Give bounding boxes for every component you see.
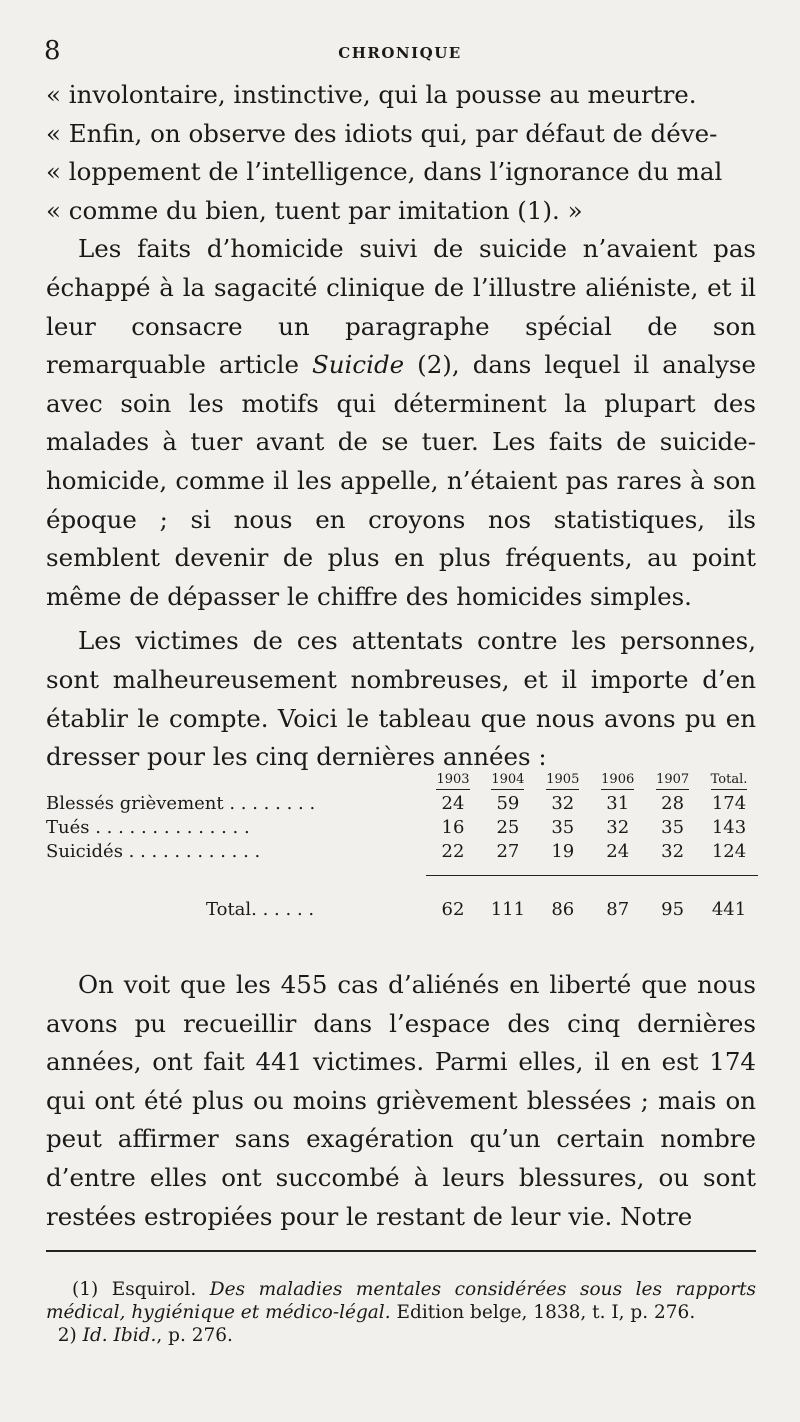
- column-header: 1906: [590, 771, 645, 791]
- table-cell: 174: [711, 792, 747, 814]
- table-row: [46, 815, 758, 839]
- table-cell: 59: [496, 792, 520, 814]
- table-cell: 32: [551, 792, 575, 814]
- column-header: 1903: [426, 771, 481, 791]
- quote-line: « Enfin, on observe des idiots qui, par défaut de déve-: [46, 118, 718, 148]
- article-title: Suicide: [311, 350, 405, 380]
- total-label: Total. . . . . .: [206, 899, 315, 920]
- paragraph-text: Les faits d’homicide suivi de suicide n’avaient pas échappé à la sagacité clinique de l’illustre aliéniste, et il leur consacre un paragraphe spécial de son remarquable article: [46, 234, 756, 380]
- table-cell: 35: [551, 816, 575, 838]
- page-number: 8: [44, 36, 61, 66]
- cited-title: Des maladies mentales considérées sous les rapports médical, hygiénique et médico-légal.: [46, 1279, 756, 1323]
- column-header: 1905: [535, 771, 590, 791]
- conclusion-text: [46, 966, 756, 1236]
- column-header: Total.: [700, 771, 758, 791]
- footnote-text: (1) Esquirol.: [72, 1279, 210, 1300]
- paragraph-text: (2), dans lequel il analyse avec soin les motifs qui déterminent la plupart des malades à tuer avant de se tuer. Les faits de suicide-homicide, comme il les appelle, n’étaient pas rares à son époque ; si nous en croyons nos statistiques, ils semblent devenir de plus en plus fréquents, au point même de dépasser le chiffre des homicides simples.: [46, 350, 756, 611]
- main-text: [46, 76, 756, 777]
- table-row: [46, 791, 758, 815]
- table-total-row: [46, 876, 758, 921]
- quote-line: « involontaire, instinctive, qui la pousse au meurtre.: [46, 80, 697, 109]
- row-label: Blessés grièvement . . . . . . . .: [46, 792, 316, 814]
- row-label: Suicidés . . . . . . . . . . . .: [46, 840, 261, 862]
- total-cell: 441: [711, 899, 747, 920]
- total-cell: 95: [661, 899, 685, 920]
- table-cell: 35: [661, 816, 685, 838]
- victims-table: [46, 771, 758, 920]
- table-cell: 27: [496, 840, 520, 862]
- footnote-text: 2): [57, 1325, 83, 1346]
- table-header-row: [46, 771, 758, 791]
- paragraph-conclusion: On voit que les 455 cas d’aliénés en liberté que nous avons pu recueillir dans l’espace des cinq dernières années, ont fait 441 victimes. Parmi elles, il en est 174 qui ont été plus ou moins grièvement blessées ; mais on peut affirmer sans exagération qu’un certain nombre d’entre elles ont succombé à leurs blessures, ou sont restées estropiées pour le restant de leur vie. Notre: [46, 970, 756, 1231]
- column-header: 1907: [645, 771, 700, 791]
- table-cell: 143: [711, 816, 747, 838]
- footnotes: [46, 1278, 756, 1347]
- table-cell: 22: [441, 840, 465, 862]
- table-cell: 32: [606, 816, 630, 838]
- table-row: [46, 839, 758, 863]
- total-cell: 62: [441, 899, 465, 920]
- table-cell: 19: [551, 840, 575, 862]
- total-cell: 111: [490, 899, 526, 920]
- footnote-text: , p. 276.: [156, 1325, 233, 1346]
- table-cell: 32: [661, 840, 685, 862]
- cited-title: Id. Ibid.: [82, 1325, 157, 1346]
- table-cell: 24: [441, 792, 465, 814]
- quote-line: « loppement de l’intelligence, dans l’ignorance du mal: [46, 157, 723, 187]
- footnote-rule: [46, 1250, 756, 1252]
- paragraph-victims: Les victimes de ces attentats contre les personnes, sont malheureusement nombreuses, et il importe d’en établir le compte. Voici le tableau que nous avons pu en dresser pour les cinq dernières années :: [46, 626, 756, 772]
- table-cell: 25: [496, 816, 520, 838]
- footnote-text: Edition belge, 1838, t. I, p. 276.: [390, 1302, 696, 1323]
- paragraph-homicide-suicide: [46, 230, 756, 616]
- footnote-2: [46, 1324, 756, 1347]
- table-cell: 31: [606, 792, 630, 814]
- column-header: 1904: [480, 771, 535, 791]
- total-cell: 87: [606, 899, 630, 920]
- table-cell: 124: [711, 840, 747, 862]
- quote-line: « comme du bien, tuent par imitation (1). »: [46, 195, 583, 225]
- table-cell: 16: [441, 816, 465, 838]
- table-separator: [46, 863, 758, 876]
- table-cell: 24: [606, 840, 630, 862]
- page-header: [44, 36, 756, 66]
- footnote-1: [46, 1278, 756, 1324]
- table-cell: 28: [661, 792, 685, 814]
- row-label: Tués . . . . . . . . . . . . . .: [46, 816, 250, 838]
- total-cell: 86: [551, 899, 575, 920]
- running-head: CHRONIQUE: [338, 44, 462, 62]
